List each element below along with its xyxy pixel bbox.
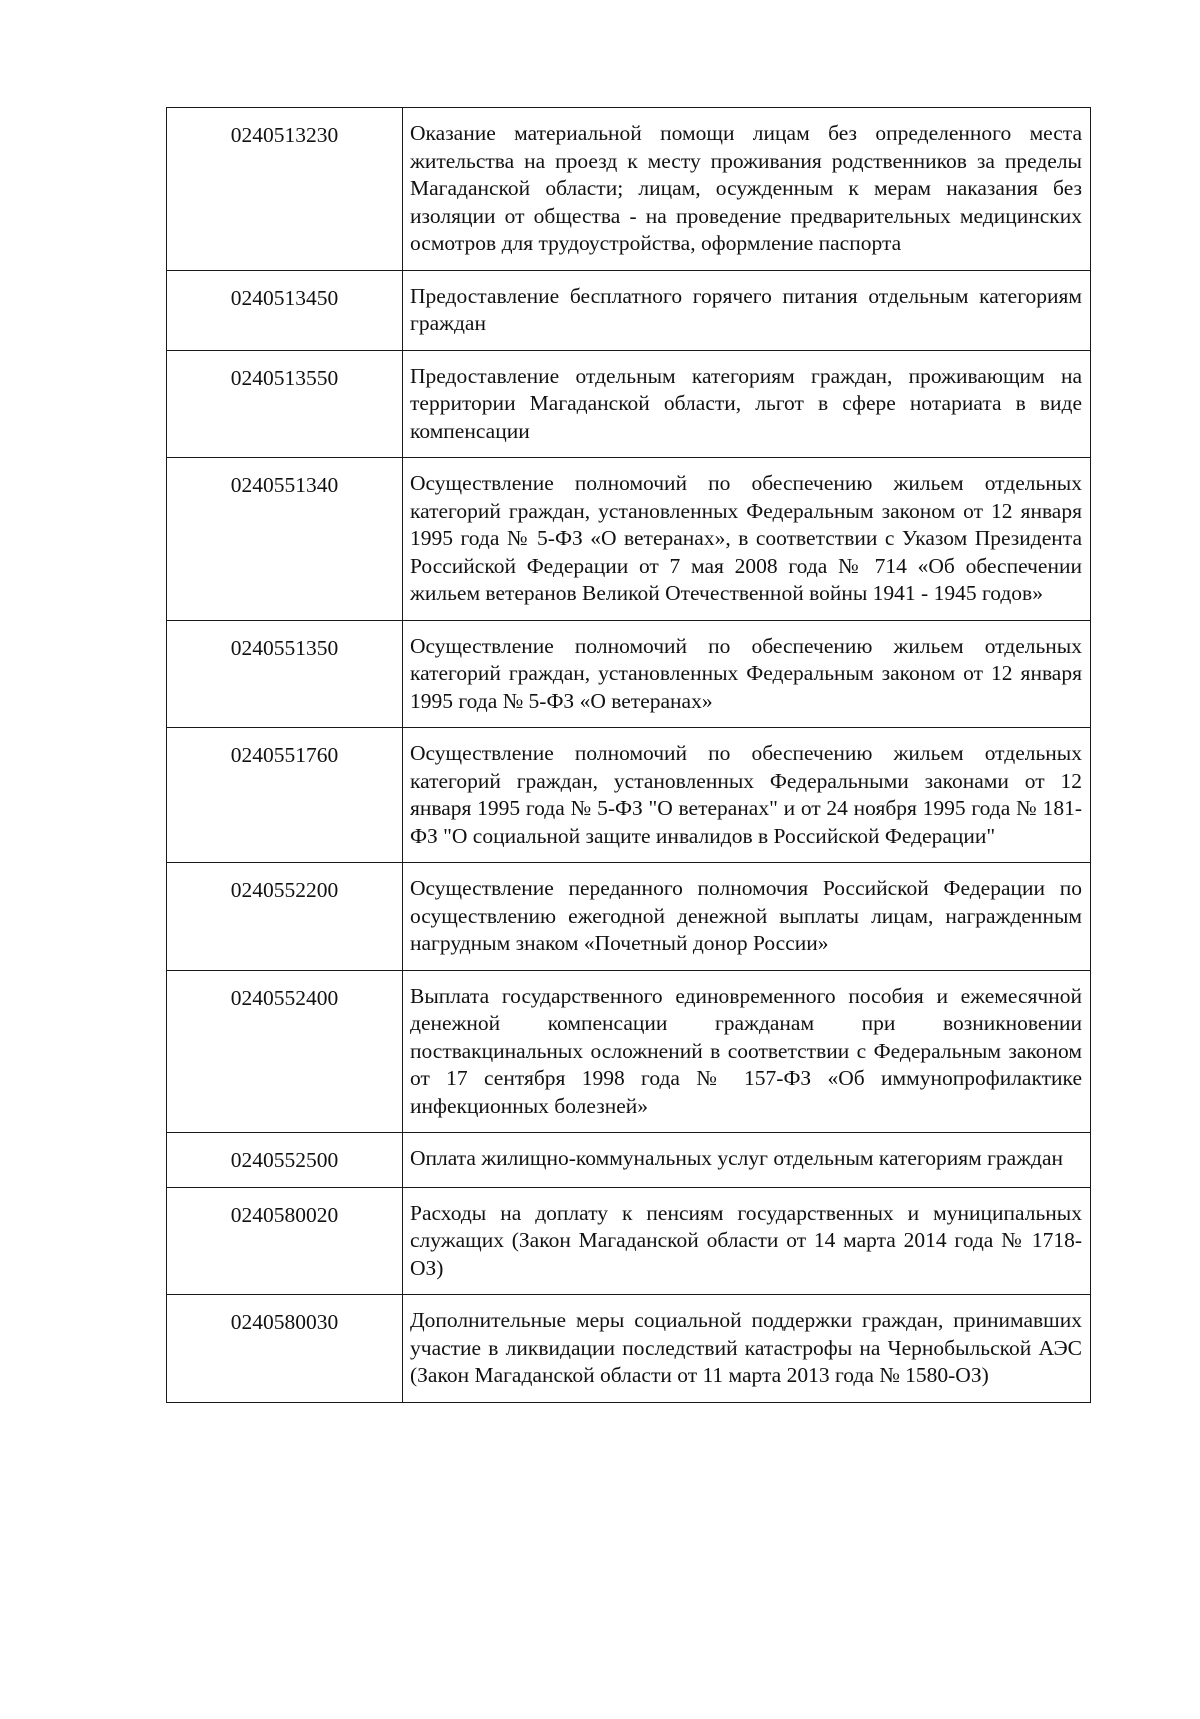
table-row	[167, 1133, 1091, 1188]
code-cell: 0240513450	[167, 270, 403, 350]
table-row	[167, 728, 1091, 863]
description-cell: Дополнительные меры социальной поддержки граждан, принимавших участие в ликвидации последствий катастрофы на Чернобыльской АЭС (Закон Магаданской области от 11 марта 2013 года № 1580-ОЗ)	[403, 1295, 1091, 1403]
code-cell: 0240551350	[167, 620, 403, 728]
table-row	[167, 270, 1091, 350]
code-cell: 0240552200	[167, 863, 403, 971]
code-cell: 0240580030	[167, 1295, 403, 1403]
description-cell: Оплата жилищно-коммунальных услуг отдельным категориям граждан	[403, 1133, 1091, 1188]
code-cell: 0240551340	[167, 458, 403, 621]
table-row	[167, 458, 1091, 621]
table-row	[167, 108, 1091, 271]
code-cell: 0240513550	[167, 350, 403, 458]
description-cell: Осуществление полномочий по обеспечению жильем отдельных категорий граждан, установленных Федеральными законами от 12 января 1995 года № 5-ФЗ "О ветеранах" и от 24 ноября 1995 года № 181-ФЗ "О социальной защите инвалидов в Российской Федерации"	[403, 728, 1091, 863]
description-cell: Предоставление бесплатного горячего питания отдельным категориям граждан	[403, 270, 1091, 350]
code-cell: 0240552400	[167, 970, 403, 1133]
table-row	[167, 620, 1091, 728]
description-cell: Осуществление полномочий по обеспечению жильем отдельных категорий граждан, установленных Федеральным законом от 12 января 1995 года № 5-ФЗ «О ветеранах», в соответствии с Указом Президента Российской Федерации от 7 мая 2008 года № 714 «Об обеспечении жильем ветеранов Великой Отечественной войны 1941 - 1945 годов»	[403, 458, 1091, 621]
description-cell: Оказание материальной помощи лицам без определенного места жительства на проезд к месту проживания родственников за пределы Магаданской области; лицам, осужденным к мерам наказания без изоляции от общества - на проведение предварительных медицинских осмотров для трудоустройства, оформление паспорта	[403, 108, 1091, 271]
table-row	[167, 970, 1091, 1133]
description-cell: Осуществление переданного полномочия Российской Федерации по осуществлению ежегодной денежной выплаты лицам, награжденным нагрудным знаком «Почетный донор России»	[403, 863, 1091, 971]
description-cell: Выплата государственного единовременного пособия и ежемесячной денежной компенсации гражданам при возникновении поствакцинальных осложнений в соответствии с Федеральным законом от 17 сентября 1998 года № 157-ФЗ «Об иммунопрофилактике инфекционных болезней»	[403, 970, 1091, 1133]
budget-codes-table	[166, 107, 1091, 1403]
table-row	[167, 1295, 1091, 1403]
code-cell: 0240580020	[167, 1187, 403, 1295]
description-cell: Осуществление полномочий по обеспечению жильем отдельных категорий граждан, установленных Федеральным законом от 12 января 1995 года № 5-ФЗ «О ветеранах»	[403, 620, 1091, 728]
description-cell: Предоставление отдельным категориям граждан, проживающим на территории Магаданской области, льгот в сфере нотариата в виде компенсации	[403, 350, 1091, 458]
table-row	[167, 350, 1091, 458]
table-row	[167, 863, 1091, 971]
description-cell: Расходы на доплату к пенсиям государственных и муниципальных служащих (Закон Магаданской области от 14 марта 2014 года № 1718-ОЗ)	[403, 1187, 1091, 1295]
code-cell: 0240552500	[167, 1133, 403, 1188]
code-cell: 0240513230	[167, 108, 403, 271]
table-row	[167, 1187, 1091, 1295]
code-cell: 0240551760	[167, 728, 403, 863]
